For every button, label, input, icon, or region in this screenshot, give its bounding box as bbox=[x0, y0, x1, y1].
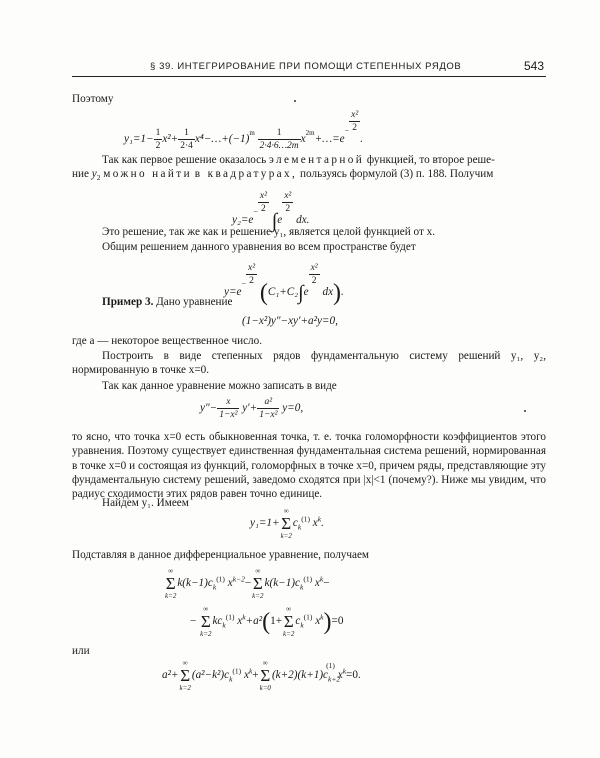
eq-sub: k bbox=[222, 620, 226, 630]
eq-sup: (1) bbox=[301, 514, 310, 524]
sum-sign: ∞ Σ k=2 bbox=[165, 567, 177, 600]
eq-sup: (1) bbox=[303, 574, 313, 584]
sum-lower: k=2 bbox=[165, 592, 177, 600]
running-header bbox=[72, 60, 546, 77]
eq-sup: (1) bbox=[216, 574, 225, 584]
sum-upper: ∞ bbox=[203, 605, 209, 613]
frac-a2 bbox=[257, 396, 279, 421]
paragraph-therefore: Поэтому bbox=[72, 93, 114, 105]
paren-open: ( bbox=[259, 280, 268, 306]
eq-term: c bbox=[295, 615, 301, 628]
eq-tail: =0 bbox=[331, 615, 344, 628]
paragraph-where: где a — некоторое вещественное число. bbox=[72, 335, 263, 347]
eq-term: kc bbox=[212, 615, 223, 628]
eq-sub: k bbox=[212, 582, 217, 592]
frac-den: 2·4 bbox=[180, 140, 193, 151]
eq-term: +a² bbox=[245, 615, 263, 628]
scan-speck bbox=[524, 410, 526, 412]
paragraph-whole-function: Это решение, так же как и решение y₁, является целой функцией от x. bbox=[102, 226, 436, 238]
eq-sup: k bbox=[317, 514, 322, 524]
paren-close: ) bbox=[323, 609, 332, 636]
eq-head: y=e bbox=[224, 286, 242, 298]
frac-den: 1−x² bbox=[219, 410, 238, 420]
sum-upper: ∞ bbox=[255, 567, 261, 575]
frac-1-24 bbox=[178, 127, 195, 152]
eq-op: − bbox=[323, 577, 330, 590]
eq-sup: k bbox=[342, 666, 347, 676]
frac-num: x² bbox=[284, 191, 292, 201]
eq-head: y″− bbox=[200, 402, 218, 415]
exp-frac bbox=[246, 262, 257, 287]
frac-num: x² bbox=[248, 263, 256, 273]
eq-sup: (1) bbox=[326, 661, 335, 671]
sum-lower: k=2 bbox=[252, 592, 264, 600]
eq-sub: k+2 bbox=[328, 674, 341, 684]
eq-sup: k bbox=[248, 666, 253, 676]
sum-lower: k=2 bbox=[179, 684, 191, 692]
frac-den: 2 bbox=[155, 140, 161, 151]
paragraph-since: Так как данное уравнение можно записать в виде bbox=[102, 380, 337, 392]
section-title: § 39. ИНТЕГРИРОВАНИЕ ПРИ ПОМОЩИ СТЕПЕННЫХ РЯДОВ bbox=[150, 61, 462, 72]
text-run: ние bbox=[72, 168, 89, 181]
eq-sub: k bbox=[297, 522, 302, 532]
exp-frac bbox=[282, 190, 293, 215]
text-spaced: в квадратурах, bbox=[194, 168, 298, 181]
text-run: пользуясь формулой (3) п. 188. Получим bbox=[300, 168, 494, 181]
paragraph-elementary: Так как первое решение оказалось элементарной функцией, то второе реше- ние $y_2$ можно найти в квадратурах, пользуясь формулой (3) п. 188. Получим bbox=[72, 154, 495, 183]
eq-sup: k bbox=[319, 574, 324, 584]
sum-sign: ∞ Σ k=2 bbox=[252, 567, 264, 600]
eq-head: y₁=1+ bbox=[250, 517, 280, 530]
eq-sup: k bbox=[242, 612, 246, 622]
frac-den: 1−x² bbox=[259, 410, 278, 420]
eq-tail: y=0, bbox=[282, 402, 304, 415]
paren-open: ( bbox=[262, 609, 271, 636]
frac-num: x bbox=[217, 396, 239, 409]
eq-term: dx bbox=[322, 286, 334, 298]
eq-term: x bbox=[243, 669, 249, 682]
sum-upper: ∞ bbox=[182, 659, 188, 667]
eq-sup: (1) bbox=[303, 612, 313, 622]
sum-sign: ∞ Σ k=2 bbox=[200, 605, 212, 638]
eq-sub: k bbox=[300, 582, 304, 592]
exp-frac bbox=[309, 262, 320, 287]
sum-lower: k=2 bbox=[200, 630, 212, 638]
frac-den: 2 bbox=[352, 123, 358, 133]
paragraph-substituting: Подставляя в данное дифференциальное уравнение, получаем bbox=[72, 549, 370, 561]
text-run: функцией, то второе реше- bbox=[366, 154, 495, 166]
eq-term: (k+2)(k+1)c bbox=[271, 669, 329, 682]
eq-term: x bbox=[300, 133, 306, 145]
sum-sign: ∞ Σ k=2 bbox=[283, 605, 295, 638]
sum-sign: ∞ Σ k=2 bbox=[179, 659, 191, 692]
frac-num: 1 bbox=[155, 127, 161, 138]
frac-den: 2 bbox=[311, 276, 317, 286]
eq-term: C₁+C₂ bbox=[267, 286, 299, 298]
sum-sign: ∞ Σ k=2 bbox=[280, 507, 292, 540]
equation-recurrence bbox=[162, 658, 361, 693]
exp-frac bbox=[349, 109, 360, 134]
eq-term: x²+ bbox=[162, 133, 179, 145]
scan-speck bbox=[294, 100, 296, 102]
eq-term: k(k−1)c bbox=[177, 577, 213, 590]
frac-x bbox=[217, 396, 239, 421]
eq-sup: 2m bbox=[305, 129, 315, 137]
integral-sign: ∫ bbox=[271, 210, 278, 232]
eq-tail: . bbox=[321, 517, 324, 530]
eq-term: 1+ bbox=[270, 615, 282, 628]
frac-den: 2 bbox=[249, 276, 254, 286]
eq-op: − bbox=[190, 615, 197, 628]
frac-num: a² bbox=[257, 396, 279, 409]
equation-y2: y₂=e− $\frac{\text{x²}}{2}$ ∫e $\frac{\text{x²}}{2}$ dx. bbox=[232, 191, 310, 232]
eq-term: +…=e bbox=[314, 133, 345, 145]
exp-frac bbox=[258, 190, 269, 215]
eq-term: x bbox=[315, 615, 321, 628]
eq-op: − bbox=[244, 577, 252, 590]
frac-num: 1 bbox=[178, 127, 195, 140]
eq-term: (a²−k²)c bbox=[191, 669, 230, 682]
page-number: 543 bbox=[523, 59, 544, 73]
eq-term: x bbox=[237, 615, 243, 628]
equation-series-y1 bbox=[250, 506, 324, 541]
sum-upper: ∞ bbox=[283, 507, 289, 515]
text-spaced: элементарной bbox=[268, 154, 365, 166]
frac-num: x² bbox=[351, 110, 359, 120]
eq-tail: . bbox=[341, 286, 344, 298]
eq-term: x bbox=[227, 577, 233, 590]
equation-sum-line-2 bbox=[190, 604, 343, 639]
example-3 bbox=[102, 295, 232, 309]
eq-term: x⁴−…+(−1) bbox=[194, 133, 250, 145]
paragraph-build: Построить в виде степенных рядов фундаментальную систему решений y₁, y₂, нормированную в точке x=0. bbox=[72, 350, 546, 377]
equation-general: y=e− $\frac{\text{x²}}{2}$ (C₁+C₂∫e $\frac{\text{x²}}{2}$ dx). bbox=[224, 263, 344, 306]
eq-tail: =0. bbox=[346, 669, 361, 682]
text-run: Дано уравнение bbox=[156, 296, 233, 308]
eq-sup: m bbox=[249, 129, 255, 137]
paragraph-general-solution: Общим решением данного уравнения во всем пространстве будет bbox=[102, 241, 416, 253]
paragraph-find: Найдем y₁. Имеем bbox=[102, 497, 189, 509]
frac-num: x² bbox=[310, 263, 318, 273]
sum-upper: ∞ bbox=[168, 567, 174, 575]
frac-den: 2·4·6…2m bbox=[259, 140, 299, 151]
paragraph-or: или bbox=[72, 645, 90, 657]
paren-close: ) bbox=[333, 280, 342, 306]
eq-head: a²+ bbox=[162, 669, 179, 682]
example-label: Пример 3. bbox=[102, 296, 154, 308]
equation-y1: y₁=1− $\frac{1}{2}$ x²+ $\frac{1}{2\cdot 4}$ $x^4-\dots+(-1)^m$ $\frac{1}{2\cdot 4\cdot 6\dots 2m}$ $x^{2m}+\dots=e^-$ $\frac{\text{x²}}{2}$ . bbox=[124, 110, 363, 151]
eq-sub: k bbox=[229, 674, 233, 684]
eq-term: x bbox=[312, 517, 318, 530]
eq-y1-head: y₁=1− bbox=[124, 133, 154, 145]
eq-term: x bbox=[337, 669, 343, 682]
frac-1-2 bbox=[154, 127, 163, 152]
sum-upper: ∞ bbox=[262, 659, 268, 667]
text-spaced: можно найти bbox=[103, 168, 192, 181]
eq-op: + bbox=[252, 669, 259, 682]
sum-upper: ∞ bbox=[286, 605, 292, 613]
sum-lower: k=0 bbox=[259, 684, 271, 692]
frac-num: 1 bbox=[258, 127, 301, 140]
equation-example: (1−x²)y″−xy′+a²y=0, bbox=[242, 315, 338, 327]
integral-sign: ∫ bbox=[298, 282, 304, 304]
eq-sup: (1) bbox=[225, 612, 235, 622]
frac-den: 2 bbox=[261, 204, 266, 214]
frac-den: 2 bbox=[285, 204, 291, 214]
eq-sup: k−2 bbox=[232, 574, 245, 584]
eq-term: x bbox=[314, 577, 320, 590]
text-run: Так как первое решение оказалось bbox=[102, 154, 267, 166]
equation-standard-form bbox=[200, 396, 303, 421]
eq-term: k(k−1)c bbox=[264, 577, 300, 590]
eq-tail: dx. bbox=[296, 214, 310, 226]
paragraph-ordinary-point: то ясно, что точка x=0 есть обыкновенная точка, т. е. точка голоморфности коэффициентов этого уравнения. Поэтому существует единственная фундаментальная система решений, нормированная в точке x=0 и состоящая из функций, голоморфных в точке x=0, причем ряды, представляющие эту фундаментальную систему решений, заведомо сходятся при |x|<1 (почему?). Ниже мы увидим, что радиус сходимости этих рядов равен точно единице. bbox=[72, 431, 546, 501]
frac-1-246 bbox=[258, 127, 301, 152]
sum-lower: k=2 bbox=[283, 630, 295, 638]
eq-sup: k bbox=[320, 612, 324, 622]
eq-term: c bbox=[292, 517, 298, 530]
eq-term: y′+ bbox=[242, 402, 258, 415]
sum-sign: ∞ Σ k=0 bbox=[259, 659, 271, 692]
equation-sum-line-1 bbox=[164, 566, 330, 601]
eq-head: y₂=e bbox=[232, 214, 254, 226]
eq-sup: (1) bbox=[232, 666, 242, 676]
eq-sub: k bbox=[300, 620, 304, 630]
sum-lower: k=2 bbox=[280, 532, 292, 540]
frac-num: x² bbox=[259, 191, 267, 201]
